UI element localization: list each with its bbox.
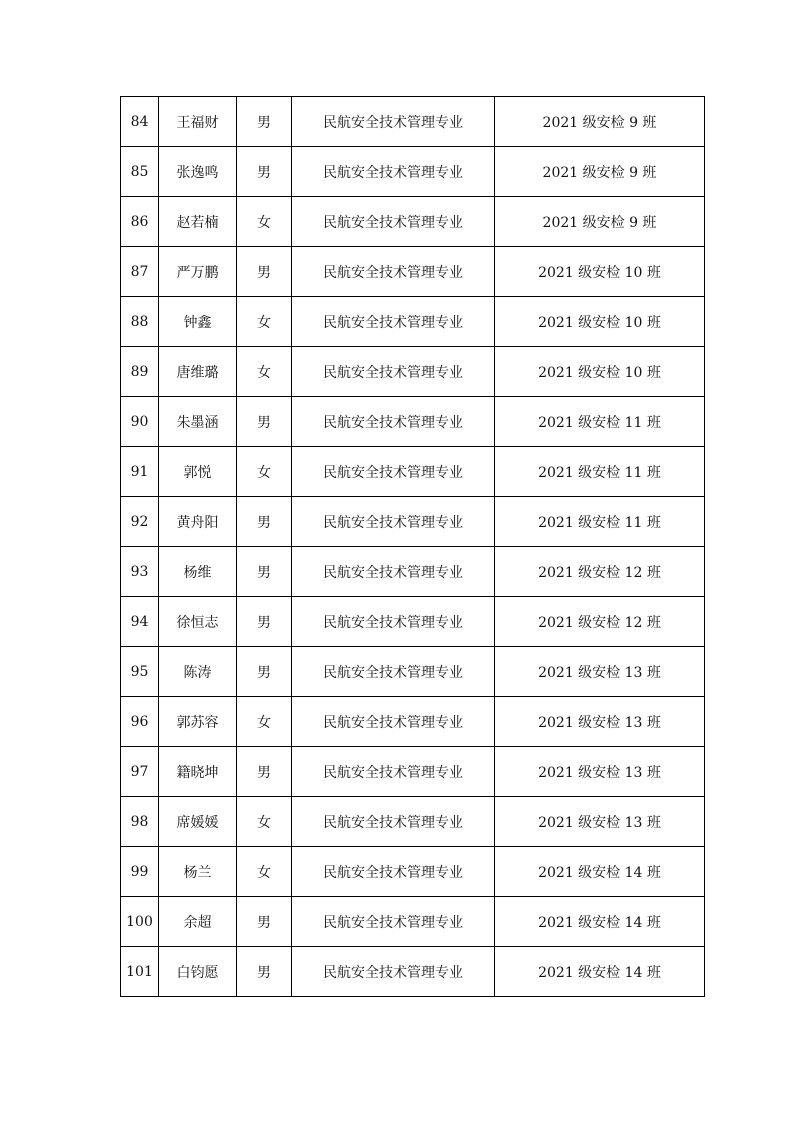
class-cell: 2021 级安检 13 班 [495,647,705,697]
row-number-cell: 85 [121,147,159,197]
gender-cell: 男 [237,247,292,297]
class-cell: 2021 级安检 9 班 [495,147,705,197]
table-row [121,297,705,347]
row-number-cell: 93 [121,547,159,597]
major-cell: 民航安全技术管理专业 [292,147,495,197]
table-row [121,847,705,897]
row-number-cell: 97 [121,747,159,797]
student-name-cell: 白钧愿 [159,947,237,997]
major-cell: 民航安全技术管理专业 [292,447,495,497]
major-cell: 民航安全技术管理专业 [292,597,495,647]
class-cell: 2021 级安检 11 班 [495,497,705,547]
row-number-cell: 95 [121,647,159,697]
student-name-cell: 朱墨涵 [159,397,237,447]
table-row [121,697,705,747]
major-cell: 民航安全技术管理专业 [292,847,495,897]
major-cell: 民航安全技术管理专业 [292,747,495,797]
row-number-cell: 86 [121,197,159,247]
gender-cell: 女 [237,847,292,897]
major-cell: 民航安全技术管理专业 [292,647,495,697]
major-cell: 民航安全技术管理专业 [292,97,495,147]
class-cell: 2021 级安检 11 班 [495,447,705,497]
row-number-cell: 92 [121,497,159,547]
class-cell: 2021 级安检 10 班 [495,247,705,297]
row-number-cell: 90 [121,397,159,447]
gender-cell: 女 [237,197,292,247]
class-cell: 2021 级安检 12 班 [495,597,705,647]
student-name-cell: 杨兰 [159,847,237,897]
row-number-cell: 99 [121,847,159,897]
class-cell: 2021 级安检 9 班 [495,97,705,147]
gender-cell: 男 [237,497,292,547]
gender-cell: 男 [237,397,292,447]
roster-body [121,97,705,997]
row-number-cell: 96 [121,697,159,747]
major-cell: 民航安全技术管理专业 [292,197,495,247]
student-name-cell: 赵若楠 [159,197,237,247]
table-row [121,547,705,597]
student-name-cell: 黄舟阳 [159,497,237,547]
gender-cell: 女 [237,697,292,747]
class-cell: 2021 级安检 11 班 [495,397,705,447]
row-number-cell: 98 [121,797,159,847]
major-cell: 民航安全技术管理专业 [292,497,495,547]
row-number-cell: 88 [121,297,159,347]
class-cell: 2021 级安检 13 班 [495,747,705,797]
student-name-cell: 钟鑫 [159,297,237,347]
table-row [121,497,705,547]
major-cell: 民航安全技术管理专业 [292,897,495,947]
student-name-cell: 陈涛 [159,647,237,697]
class-cell: 2021 级安检 14 班 [495,947,705,997]
major-cell: 民航安全技术管理专业 [292,297,495,347]
gender-cell: 男 [237,597,292,647]
major-cell: 民航安全技术管理专业 [292,347,495,397]
student-name-cell: 王福财 [159,97,237,147]
major-cell: 民航安全技术管理专业 [292,697,495,747]
table-row [121,447,705,497]
table-row [121,897,705,947]
gender-cell: 男 [237,547,292,597]
major-cell: 民航安全技术管理专业 [292,547,495,597]
gender-cell: 男 [237,97,292,147]
gender-cell: 女 [237,447,292,497]
student-name-cell: 徐恒志 [159,597,237,647]
table-row [121,597,705,647]
student-name-cell: 席媛媛 [159,797,237,847]
row-number-cell: 94 [121,597,159,647]
table-row [121,947,705,997]
student-name-cell: 杨维 [159,547,237,597]
row-number-cell: 87 [121,247,159,297]
class-cell: 2021 级安检 10 班 [495,297,705,347]
gender-cell: 男 [237,747,292,797]
row-number-cell: 100 [121,897,159,947]
student-name-cell: 余超 [159,897,237,947]
gender-cell: 女 [237,797,292,847]
row-number-cell: 89 [121,347,159,397]
table-row [121,647,705,697]
class-cell: 2021 级安检 13 班 [495,797,705,847]
student-roster-table [120,96,705,997]
class-cell: 2021 级安检 14 班 [495,897,705,947]
table-row [121,247,705,297]
class-cell: 2021 级安检 14 班 [495,847,705,897]
class-cell: 2021 级安检 12 班 [495,547,705,597]
table-row [121,97,705,147]
gender-cell: 男 [237,147,292,197]
table-row [121,197,705,247]
table-row [121,747,705,797]
gender-cell: 男 [237,947,292,997]
gender-cell: 女 [237,297,292,347]
student-name-cell: 籍晓坤 [159,747,237,797]
gender-cell: 女 [237,347,292,397]
major-cell: 民航安全技术管理专业 [292,797,495,847]
row-number-cell: 91 [121,447,159,497]
major-cell: 民航安全技术管理专业 [292,247,495,297]
major-cell: 民航安全技术管理专业 [292,947,495,997]
table-row [121,797,705,847]
table-row [121,397,705,447]
student-name-cell: 张逸鸣 [159,147,237,197]
student-name-cell: 严万鹏 [159,247,237,297]
major-cell: 民航安全技术管理专业 [292,397,495,447]
student-name-cell: 唐维璐 [159,347,237,397]
table-row [121,147,705,197]
table-row [121,347,705,397]
class-cell: 2021 级安检 10 班 [495,347,705,397]
student-name-cell: 郭苏容 [159,697,237,747]
gender-cell: 男 [237,647,292,697]
gender-cell: 男 [237,897,292,947]
row-number-cell: 101 [121,947,159,997]
student-name-cell: 郭悦 [159,447,237,497]
class-cell: 2021 级安检 9 班 [495,197,705,247]
row-number-cell: 84 [121,97,159,147]
class-cell: 2021 级安检 13 班 [495,697,705,747]
